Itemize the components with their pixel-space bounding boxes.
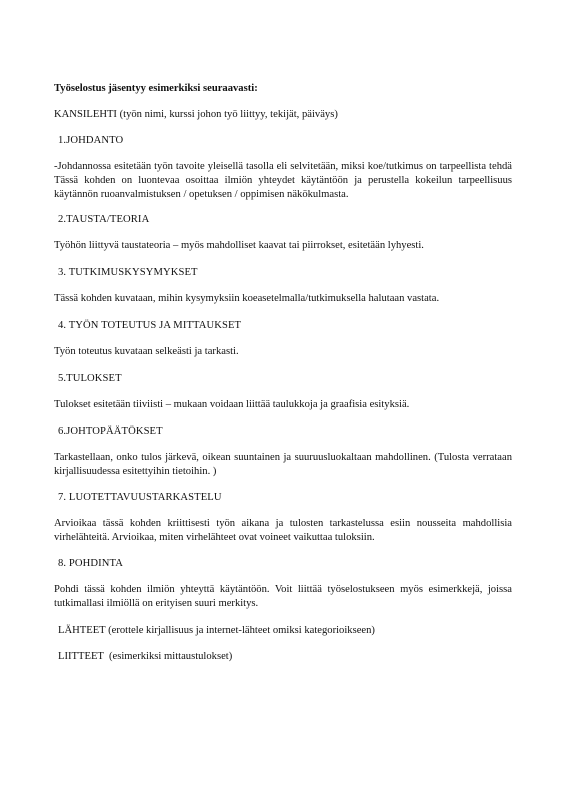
section-heading-background: 2.TAUSTA/TEORIA xyxy=(58,214,150,225)
section-body-background: Työhön liittyvä taustateoria – myös mahdolliset kaavat tai piirrokset, esitetään lyhyesti. xyxy=(54,240,424,251)
document-title: Työselostus jäsentyy esimerkiksi seuraavasti: xyxy=(54,83,258,94)
section-body-discussion: Pohdi tässä kohden ilmiön yhteyttä käytäntöön. Voit liittää työselostukseen myös esimerkkejä, joissa tutkimallasi ilmiöllä on erityisen suuri merkitys. xyxy=(54,584,512,609)
appendices-line: LIITTEET (esimerkiksi mittaustulokset) xyxy=(58,651,233,662)
sources-line: LÄHTEET (erottele kirjallisuus ja internet-lähteet omiksi kategorioikseen) xyxy=(58,625,375,636)
section-heading-results: 5.TULOKSET xyxy=(58,373,122,384)
section-body-introduction: -Johdannossa esitetään työn tavoite yleisellä tasolla eli selvitetään, miksi koe/tutkimus on tarpeellista tehdä Tässä kohden on luontevaa osoittaa ilmiön yhteydet käytäntöön ja perustella kokeilun tarpeellisuus käytännön ruoanvalmistuksen / opetuksen / oppimisen näkökulmasta. xyxy=(54,161,512,200)
section-body-research-questions: Tässä kohden kuvataan, mihin kysymyksiin koeasetelmalla/tutkimuksella halutaan vastata. xyxy=(54,293,440,304)
section-heading-implementation: 4. TYÖN TOTEUTUS JA MITTAUKSET xyxy=(58,320,242,331)
section-body-reliability: Arvioikaa tässä kohden kriittisesti työn aikana ja tulosten tarkastelussa esiin nousseita mahdollisia virhelähteitä. Arvioikaa, miten virhelähteet ovat voineet vaikuttaa tuloksiin. xyxy=(54,518,512,543)
section-heading-reliability: 7. LUOTETTAVUUSTARKASTELU xyxy=(58,492,222,503)
section-heading-conclusions: 6.JOHTOPÄÄTÖKSET xyxy=(58,426,163,437)
section-heading-research-questions: 3. TUTKIMUSKYSYMYKSET xyxy=(58,267,198,278)
section-body-conclusions: Tarkastellaan, onko tulos järkevä, oikean suuntainen ja suuruusluokaltaan mahdollinen. (Tulosta verrataan kirjallisuudessa esitettyihin tietoihin. ) xyxy=(54,452,512,477)
section-body-implementation: Työn toteutus kuvataan selkeästi ja tarkasti. xyxy=(54,346,239,357)
cover-page-line: KANSILEHTI (työn nimi, kurssi johon työ liittyy, tekijät, päiväys) xyxy=(54,109,338,120)
section-heading-discussion: 8. POHDINTA xyxy=(58,558,123,569)
section-heading-introduction: 1.JOHDANTO xyxy=(58,135,124,146)
section-body-results: Tulokset esitetään tiiviisti – mukaan voidaan liittää taulukkoja ja graafisia esityksiä. xyxy=(54,399,410,410)
